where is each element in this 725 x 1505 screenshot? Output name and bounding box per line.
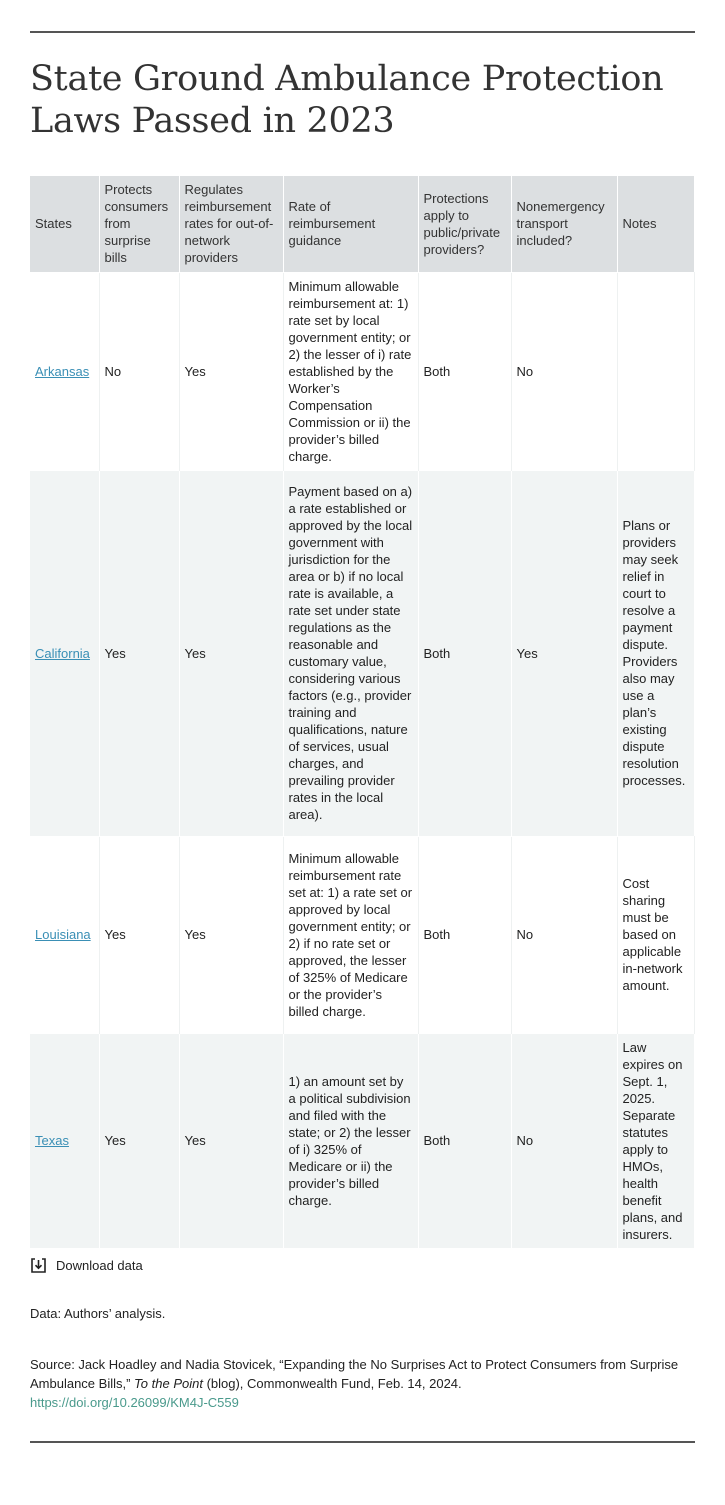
- state-cell: [30, 272, 99, 470]
- header-nonemergency: Nonemergency transport included?: [511, 176, 617, 272]
- nonemergency-cell: No: [511, 1033, 617, 1248]
- table-row: [30, 272, 694, 470]
- data-table: [30, 176, 695, 1248]
- bottom-rule: [30, 1441, 695, 1443]
- state-cell: [30, 836, 99, 1033]
- download-icon: [30, 1257, 47, 1274]
- guidance-cell: 1) an amount set by a political subdivision and filed with the state; or 2) the lesser of i) 325% of Medicare or ii) the provider’s billed charge.: [283, 1033, 418, 1248]
- state-cell: [30, 470, 99, 836]
- state-link-california[interactable]: California: [35, 645, 90, 661]
- notes-cell: [617, 272, 694, 470]
- notes-cell: Plans or providers may seek relief in court to resolve a payment dispute. Providers also may use a plan’s existing dispute resolution processes.: [617, 470, 694, 836]
- table-row: [30, 1033, 694, 1248]
- source-publication: To the Point: [134, 1376, 203, 1391]
- protects-cell: Yes: [99, 1033, 179, 1248]
- table-header-row: [30, 176, 694, 272]
- applies-cell: Both: [418, 272, 511, 470]
- data-note: Data: Authors’ analysis.: [30, 1306, 166, 1321]
- regulates-cell: Yes: [179, 1033, 283, 1248]
- header-public-private: Protections apply to public/private providers?: [418, 176, 511, 272]
- guidance-cell: Minimum allowable reimbursement at: 1) rate set by local government entity; or 2) the lesser of i) rate established by the Worker’s Compensation Commission or ii) the provider’s billed charge.: [283, 272, 418, 470]
- protects-cell: No: [99, 272, 179, 470]
- guidance-cell: Payment based on a) a rate established or approved by the local government with jurisdiction for the area or b) if no local rate is available, a rate set under state regulations as the reasonable and customary value, considering various factors (e.g., provider training and qualifications, nature of services, usual charges, and prevailing provider rates in the local area).: [283, 470, 418, 836]
- state-link-texas[interactable]: Texas: [35, 1133, 69, 1148]
- header-rate-guidance: Rate of reimbursement guidance: [283, 176, 418, 272]
- protects-cell: Yes: [99, 836, 179, 1033]
- table-row: [30, 470, 694, 836]
- header-regulates-rates: Regulates reimbursement rates for out-of-network providers: [179, 176, 283, 272]
- state-cell: [30, 1033, 99, 1248]
- source-citation: [30, 1355, 690, 1412]
- table-row: [30, 836, 694, 1033]
- source-text: Source: Jack Hoadley and Nadia Stovicek, “Expanding the No Surprises Act to Protect Consumers from Surprise Ambulance Bills,”: [30, 1357, 679, 1391]
- download-label: Download data: [56, 1257, 143, 1273]
- state-link-louisiana[interactable]: Louisiana: [35, 927, 91, 942]
- regulates-cell: Yes: [179, 470, 283, 836]
- download-data-button[interactable]: [30, 1256, 143, 1274]
- state-link-arkansas[interactable]: Arkansas: [35, 363, 90, 379]
- page-title: State Ground Ambulance Protection Laws Passed in 2023: [30, 59, 664, 141]
- protects-cell: Yes: [99, 470, 179, 836]
- notes-cell: Cost sharing must be based on applicable in-network amount.: [617, 836, 694, 1033]
- applies-cell: Both: [418, 1033, 511, 1248]
- source-text-end: (blog), Commonwealth Fund, Feb. 14, 2024.: [202, 1376, 462, 1391]
- regulates-cell: Yes: [179, 272, 283, 470]
- applies-cell: Both: [418, 470, 511, 836]
- guidance-cell: Minimum allowable reimbursement rate set at: 1) a rate set or approved by local government entity; or 2) if no rate set or approved, the lesser of 325% of Medicare or the provider’s billed charge.: [283, 836, 418, 1033]
- nonemergency-cell: No: [511, 836, 617, 1033]
- regulates-cell: Yes: [179, 836, 283, 1033]
- notes-cell: Law expires on Sept. 1, 2025. Separate statutes apply to HMOs, health benefit plans, and insurers.: [617, 1033, 694, 1248]
- doi-link[interactable]: https://doi.org/10.26099/KM4J-C559: [30, 1395, 239, 1410]
- top-rule: [30, 31, 695, 33]
- header-protects-consumers: Protects consumers from surprise bills: [99, 176, 179, 272]
- nonemergency-cell: No: [511, 272, 617, 470]
- nonemergency-cell: Yes: [511, 470, 617, 836]
- header-notes: Notes: [617, 176, 694, 272]
- header-states: States: [30, 176, 99, 272]
- applies-cell: Both: [418, 836, 511, 1033]
